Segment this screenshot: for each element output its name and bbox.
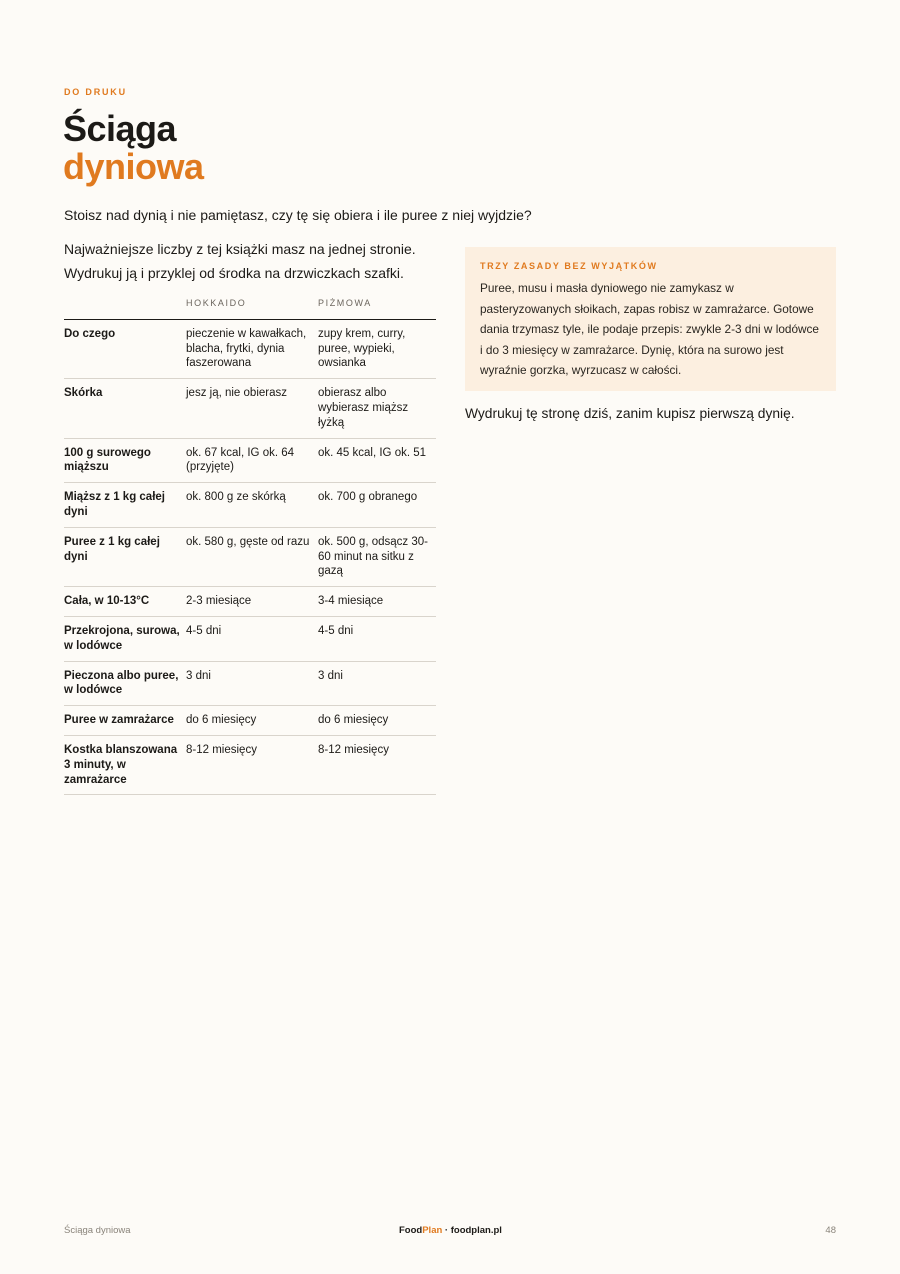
brand-food: Food (399, 1225, 423, 1236)
row-label: Puree z 1 kg całej dyni (64, 527, 186, 586)
callout-body: Puree, musu i masła dyniowego nie zamykasz w pasteryzowanych słoikach, zapas robisz w zamrażarce. Gotowe dania trzymasz tyle, ile podaje przepis: zwykle 2-3 dni w lodówce i do 3 miesięcy w zamrażarce. Dynię, która na surowo jest wyraźnie gorzka, wyrzucasz w całości. (480, 281, 819, 377)
table-row (64, 527, 436, 586)
cell-pizmowa: 3 dni (318, 661, 436, 706)
cell-hokkaido: pieczenie w kawałkach, blacha, frytki, dynia faszerowana (186, 319, 318, 378)
row-label: Pieczona albo puree, w lodówce (64, 661, 186, 706)
cell-pizmowa: 3-4 miesiące (318, 587, 436, 617)
cell-hokkaido: do 6 miesięcy (186, 706, 318, 736)
table-row (64, 706, 436, 736)
intro-line-2: Wydrukuj ją i przyklej od środka na drzwiczkach szafki. (64, 265, 404, 281)
cell-pizmowa: obierasz albo wybierasz miąższ łyżką (318, 379, 436, 438)
row-label: Kostka blanszowana 3 minuty, w zamrażarce (64, 735, 186, 794)
brand-url: · foodplan.pl (442, 1225, 502, 1236)
pumpkin-table-wrapper (64, 292, 436, 795)
intro-question: Stoisz nad dynią i nie pamiętasz, czy tę się obiera i ile puree z niej wyjdzie? (64, 207, 532, 223)
cell-pizmowa: 4-5 dni (318, 616, 436, 661)
title-line-2: dyniowa (63, 146, 204, 187)
cell-pizmowa: ok. 700 g obranego (318, 483, 436, 528)
cell-hokkaido: 3 dni (186, 661, 318, 706)
cell-hokkaido: ok. 800 g ze skórką (186, 483, 318, 528)
intro-line-1: Najważniejsze liczby z tej książki masz na jednej stronie. (64, 241, 416, 257)
footer-brand (399, 1225, 502, 1236)
table-header-empty (64, 292, 186, 319)
cell-pizmowa: do 6 miesięcy (318, 706, 436, 736)
title-line-1: Ściąga (63, 108, 177, 149)
section-kicker: DO DRUKU (64, 87, 127, 97)
cell-pizmowa: zupy krem, curry, puree, wypieki, owsianka (318, 319, 436, 378)
cell-hokkaido: 8-12 miesięcy (186, 735, 318, 794)
row-label: Miąższ z 1 kg całej dyni (64, 483, 186, 528)
cell-hokkaido: ok. 67 kcal, IG ok. 64 (przyjęte) (186, 438, 318, 483)
row-label: Do czego (64, 319, 186, 378)
rules-callout (465, 247, 836, 391)
table-row (64, 616, 436, 661)
cell-pizmowa: ok. 500 g, odsącz 30-60 minut na sitku z gazą (318, 527, 436, 586)
cell-hokkaido: jesz ją, nie obierasz (186, 379, 318, 438)
table-header-hokkaido: HOKKAIDO (186, 292, 318, 319)
callout-title: TRZY ZASADY BEZ WYJĄTKÓW (480, 261, 658, 271)
intro-text (64, 237, 444, 285)
print-note: Wydrukuj tę stronę dziś, zanim kupisz pierwszą dynię. (465, 406, 795, 421)
table-row (64, 735, 436, 794)
table-row (64, 483, 436, 528)
table-row (64, 661, 436, 706)
row-label: Skórka (64, 379, 186, 438)
table-row (64, 319, 436, 378)
footer-section-title: Ściąga dyniowa (64, 1225, 131, 1236)
table-row (64, 438, 436, 483)
cell-pizmowa: ok. 45 kcal, IG ok. 51 (318, 438, 436, 483)
cell-hokkaido: 2-3 miesiące (186, 587, 318, 617)
table-row (64, 587, 436, 617)
page-title (63, 110, 204, 186)
brand-plan: Plan (422, 1225, 443, 1236)
row-label: Cała, w 10-13°C (64, 587, 186, 617)
cell-pizmowa: 8-12 miesięcy (318, 735, 436, 794)
row-label: Przekrojona, surowa, w lodówce (64, 616, 186, 661)
page-number: 48 (825, 1225, 836, 1236)
row-label: Puree w zamrażarce (64, 706, 186, 736)
table-row (64, 379, 436, 438)
cell-hokkaido: 4-5 dni (186, 616, 318, 661)
row-label: 100 g surowego miąższu (64, 438, 186, 483)
pumpkin-comparison-table (64, 292, 436, 795)
cell-hokkaido: ok. 580 g, gęste od razu (186, 527, 318, 586)
table-header-row (64, 292, 436, 319)
table-header-pizmowa: PIŻMOWA (318, 292, 436, 319)
